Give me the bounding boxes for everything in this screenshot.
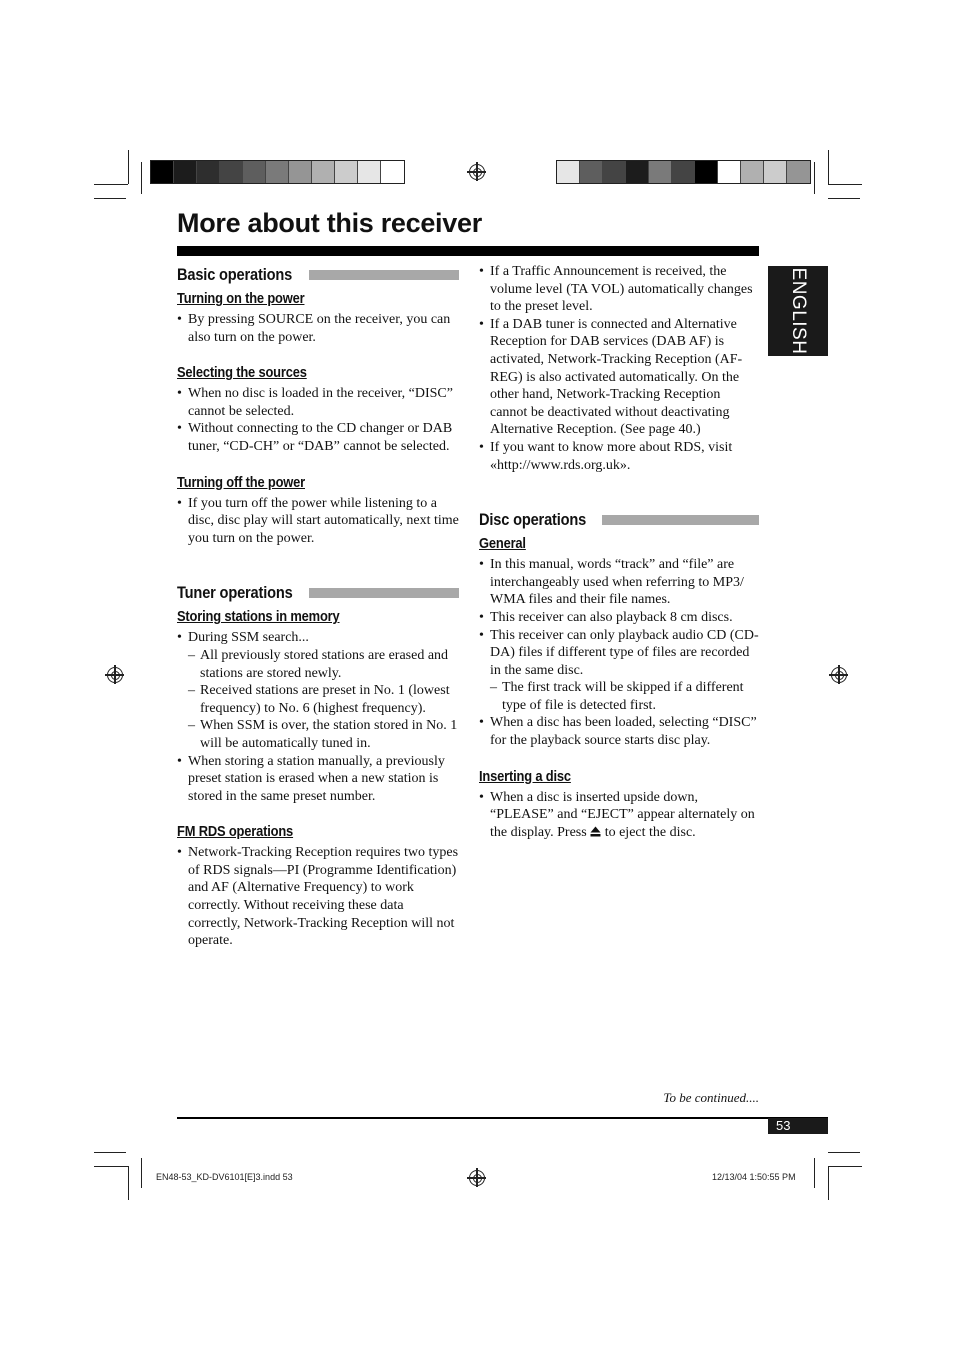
crop-mark <box>828 184 862 185</box>
section-heading: Basic operations <box>177 265 293 284</box>
list-item: • In this manual, words “track” and “file” are interchangeably used when referring to MP3/ WMA files and their file names. <box>479 556 759 609</box>
list-item <box>177 629 459 752</box>
list-item: • Network-Tracking Reception requires two types of RDS signals—PI (Programme Identification) and AF (Alternative Frequency) to work correctly. Without receiving these data correctly, Network-Tracking Reception will not operate. <box>177 844 459 950</box>
list-item <box>479 789 759 842</box>
list-inserting-disc <box>479 789 759 842</box>
crop-mark <box>128 150 129 184</box>
list-turning-off <box>177 495 459 548</box>
color-swatch <box>197 161 220 183</box>
section-disc-operations <box>479 510 759 530</box>
list-item-text: This receiver can only playback audio CD (CD-DA) files if different type of files are recorded in the same disc. <box>490 627 759 678</box>
color-swatch <box>381 161 404 183</box>
color-swatch <box>672 161 695 183</box>
section-tuner-operations <box>177 583 459 603</box>
eject-icon <box>590 826 601 837</box>
continued-note: To be continued.... <box>663 1090 759 1105</box>
crop-mark <box>94 198 126 199</box>
list-selecting-sources <box>177 385 459 455</box>
color-swatch <box>741 161 764 183</box>
sub-list <box>490 679 759 714</box>
color-swatch <box>266 161 289 183</box>
color-swatch <box>718 161 741 183</box>
list-item: • If a Traffic Announcement is received, the volume level (TA VOL) automatically changes to the preset level. <box>479 263 759 316</box>
color-calibration-bar <box>556 160 811 184</box>
sub-list-item: – The first track will be skipped if a different type of file is detected first. <box>490 679 759 714</box>
color-swatch <box>557 161 580 183</box>
color-swatch <box>335 161 358 183</box>
color-swatch <box>312 161 335 183</box>
language-tab-label: ENGLISH <box>788 267 809 355</box>
list-storing-stations <box>177 629 459 805</box>
color-swatch <box>358 161 381 183</box>
section-basic-operations <box>177 265 459 285</box>
list-item <box>479 627 759 715</box>
crop-mark <box>828 1166 862 1167</box>
list-item: • Without connecting to the CD changer or DAB tuner, “CD-CH” or “DAB” cannot be selected. <box>177 420 459 455</box>
registration-mark-icon <box>107 667 123 683</box>
list-item: • If you turn off the power while listening to a disc, disc play will start automatically, next time you turn on the power. <box>177 495 459 548</box>
color-swatch <box>787 161 810 183</box>
color-swatch <box>764 161 787 183</box>
list-item-text: to eject the disc. <box>604 824 696 840</box>
color-swatch <box>174 161 197 183</box>
section-heading-bar <box>309 588 459 598</box>
registration-mark-icon <box>469 164 485 180</box>
crop-mark <box>141 162 142 194</box>
list-fm-rds <box>177 844 459 950</box>
list-rds-continued <box>479 263 759 474</box>
color-swatch <box>289 161 312 183</box>
registration-mark-icon <box>831 667 847 683</box>
sub-list-item: – All previously stored stations are erased and stations are stored newly. <box>188 647 459 682</box>
list-item: • When no disc is loaded in the receiver, “DISC” cannot be selected. <box>177 385 459 420</box>
color-swatch <box>603 161 626 183</box>
title-rule <box>177 246 759 256</box>
crop-mark <box>828 198 860 199</box>
subheading-general: General <box>479 535 526 553</box>
section-heading-bar <box>602 515 759 525</box>
section-heading: Disc operations <box>479 510 587 530</box>
sub-list-item: – Received stations are preset in No. 1 (lowest frequency) to No. 6 (highest frequency). <box>188 682 459 717</box>
section-heading-bar <box>309 270 459 280</box>
section-heading: Tuner operations <box>177 583 293 603</box>
subheading-inserting-disc: Inserting a disc <box>479 767 571 785</box>
color-swatch <box>220 161 243 183</box>
sub-list <box>188 647 459 753</box>
left-column <box>177 265 459 950</box>
subheading-turning-on: Turning on the power <box>177 290 305 307</box>
crop-mark <box>128 1166 129 1200</box>
slug-filename: EN48-53_KD-DV6101[E]3.indd 53 <box>156 1172 293 1182</box>
sub-list-item: – When SSM is over, the station stored in No. 1 will be automatically tuned in. <box>188 717 459 752</box>
list-item: • By pressing SOURCE on the receiver, you can also turn on the power. <box>177 311 459 346</box>
crop-mark <box>94 1152 126 1153</box>
page-number: 53 <box>776 1118 791 1133</box>
subheading-turning-off: Turning off the power <box>177 473 306 491</box>
color-swatch <box>580 161 603 183</box>
color-swatch <box>649 161 672 183</box>
color-swatch <box>695 161 718 183</box>
color-swatch <box>243 161 266 183</box>
crop-mark <box>814 1158 815 1188</box>
crop-mark <box>141 1158 142 1188</box>
list-item-text: During SSM search... <box>188 630 309 646</box>
right-column <box>479 263 759 841</box>
crop-mark <box>94 1166 128 1167</box>
crop-mark <box>828 150 829 184</box>
list-item: • When storing a station manually, a previously preset station is erased when a new station is stored in the same preset number. <box>177 753 459 806</box>
color-calibration-bar <box>150 160 405 184</box>
slug-timestamp: 12/13/04 1:50:55 PM <box>712 1172 796 1182</box>
list-item: • When a disc has been loaded, selecting “DISC” for the playback source starts disc play. <box>479 714 759 749</box>
subheading-storing-stations: Storing stations in memory <box>177 608 340 626</box>
color-swatch <box>626 161 649 183</box>
list-item-text: When a disc is inserted upside down, “PLEASE” and “EJECT” appear alternately on the display. Press <box>490 789 755 840</box>
crop-mark <box>94 184 128 185</box>
list-item: • If a DAB tuner is connected and Alternative Reception for DAB services (DAB AF) is activated, Network-Tracking Reception (AF-REG) is also activated automatically. On the other hand, Network-Tracking Reception cannot be deactivated without deactivating Alternative Reception. (See page 40.) <box>479 316 759 439</box>
subheading-selecting-sources: Selecting the sources <box>177 364 307 382</box>
crop-mark <box>828 1152 860 1153</box>
color-swatch <box>151 161 174 183</box>
language-tab <box>768 266 828 356</box>
page-title: More about this receiver <box>177 208 482 238</box>
registration-mark-icon <box>469 1170 485 1186</box>
list-item: • This receiver can also playback 8 cm discs. <box>479 609 759 627</box>
subheading-fm-rds: FM RDS operations <box>177 823 294 841</box>
list-general <box>479 556 759 750</box>
list-turning-on <box>177 311 459 346</box>
footer-rule <box>177 1117 828 1119</box>
crop-mark <box>814 162 815 194</box>
list-item: • If you want to know more about RDS, visit «http://www.rds.org.uk». <box>479 439 759 474</box>
page-number-tab <box>768 1118 828 1134</box>
crop-mark <box>828 1166 829 1200</box>
